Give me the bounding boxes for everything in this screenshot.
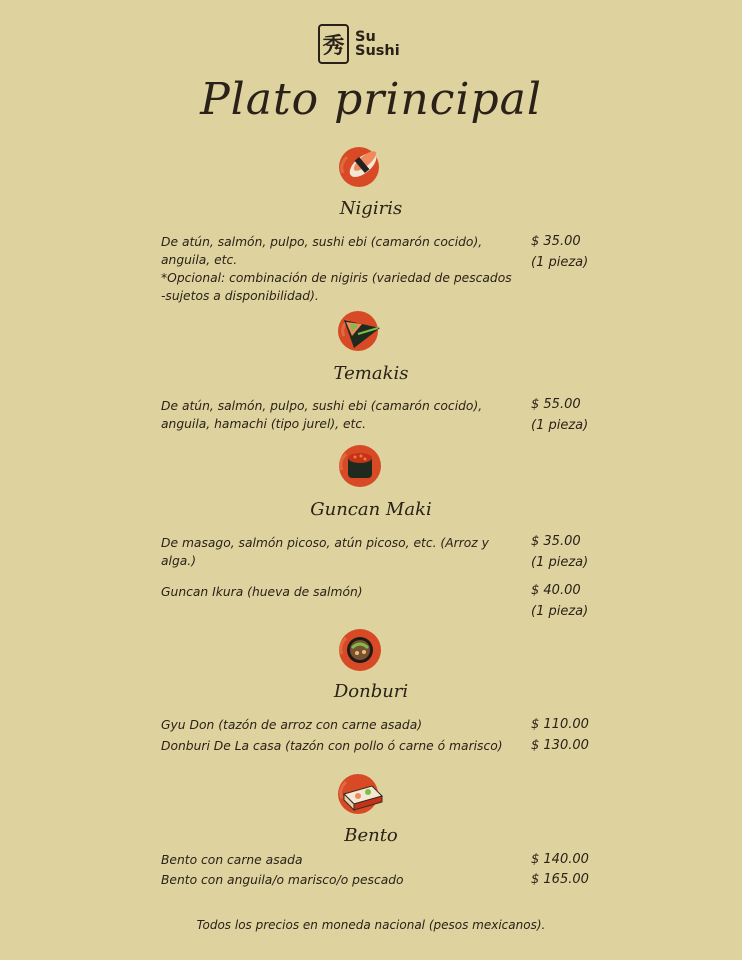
- section-title-nigiris: Nigiris: [339, 198, 403, 219]
- guncan-item2-price: $ 40.00: [531, 583, 581, 598]
- guncan-item2-unit: (1 pieza): [531, 604, 589, 619]
- nigiris-desc-line: -sujetos a disponibilidad).: [161, 289, 319, 303]
- logo-name-line1: Su: [355, 29, 376, 45]
- temakis-desc-line: anguila, hamachi (tipo jurel), etc.: [161, 417, 367, 431]
- section-title-guncan-maki: Guncan Maki: [310, 499, 432, 520]
- brand-logo: [318, 24, 400, 64]
- nigiri-dish-icon: [337, 143, 385, 191]
- guncan-item1-price: $ 35.00: [531, 534, 581, 549]
- bento-item1-description: Bento con carne asada: [161, 853, 303, 867]
- donburi-item2-price: $ 130.00: [531, 738, 589, 753]
- nigiris-unit: (1 pieza): [531, 255, 589, 270]
- temakis-desc-line: De atún, salmón, pulpo, sushi ebi (camarón cocido),: [161, 399, 483, 413]
- bento-item1-price: $ 140.00: [531, 852, 589, 867]
- nigiris-price-block: [531, 231, 611, 273]
- temakis-price-block: [531, 394, 611, 436]
- guncan-item2-price-block: [531, 580, 611, 622]
- guncan-item1-description: De masago, salmón picoso, atún picoso, etc. (Arroz y alga.): [161, 536, 489, 568]
- nigiris-desc-line: De atún, salmón, pulpo, sushi ebi (camarón cocido),: [161, 235, 483, 249]
- donburi-bowl-icon: [336, 626, 384, 674]
- temakis-description: [161, 397, 521, 433]
- donburi-item1-description: Gyu Don (tazón de arroz con carne asada): [161, 718, 423, 732]
- bento-box-icon: [336, 770, 384, 818]
- section-title-bento: Bento: [344, 825, 398, 846]
- temakis-price: $ 55.00: [531, 397, 581, 412]
- nigiris-description: [161, 233, 521, 305]
- guncan-dish-icon: [336, 442, 384, 490]
- guncan-item2-description: Guncan Ikura (hueva de salmón): [161, 585, 363, 599]
- bento-item2-description: Bento con anguila/o marisco/o pescado: [161, 873, 404, 887]
- guncan-item1-unit: (1 pieza): [531, 555, 589, 570]
- logo-kanji-box: 秀: [318, 24, 349, 64]
- section-title-donburi: Donburi: [333, 681, 409, 702]
- bento-item2-price: $ 165.00: [531, 872, 589, 887]
- donburi-item1-price: $ 110.00: [531, 717, 589, 732]
- temaki-dish-icon: [336, 306, 384, 354]
- currency-footnote: Todos los precios en moneda nacional (pesos mexicanos).: [196, 918, 546, 932]
- guncan-item1-price-block: [531, 531, 611, 573]
- nigiris-desc-line: *Opcional: combinación de nigiris (variedad de pescados: [161, 271, 512, 285]
- logo-name-line2: Sushi: [355, 43, 400, 59]
- section-title-temakis: Temakis: [333, 363, 409, 384]
- temakis-unit: (1 pieza): [531, 418, 589, 433]
- logo-wordmark: [355, 30, 400, 58]
- nigiris-desc-line: anguila, etc.: [161, 253, 238, 267]
- nigiris-price: $ 35.00: [531, 234, 581, 249]
- donburi-item2-description: Donburi De La casa (tazón con pollo ó carne ó marisco): [161, 739, 503, 753]
- page-title: Plato principal: [200, 74, 542, 125]
